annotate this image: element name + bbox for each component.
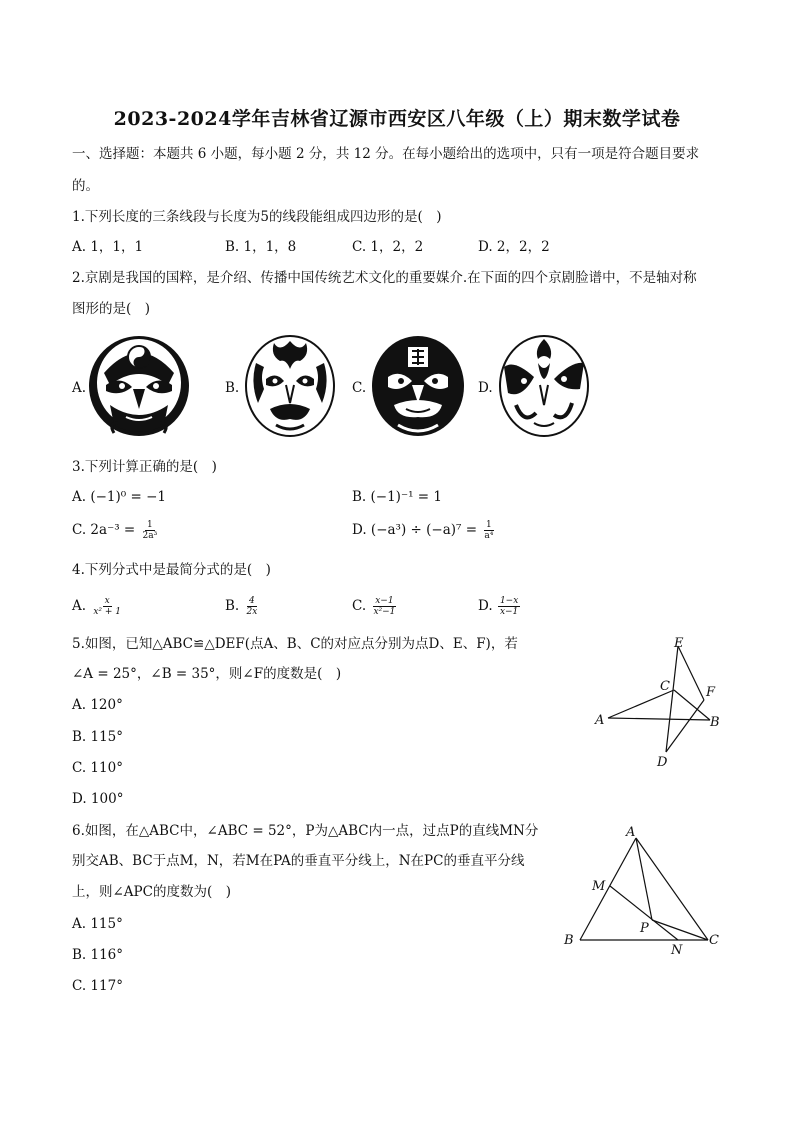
question-5-option-b: B. 115° <box>72 729 124 745</box>
question-4-option-d <box>478 596 521 617</box>
question-3-option-c-prefix: C. 2a⁻³ = <box>72 522 136 538</box>
page-title: 2023-2024学年吉林省辽源市西安区八年级（上）期末数学试卷 <box>113 108 681 130</box>
figure-label-d: D <box>657 755 668 770</box>
fraction-numerator: x−1 <box>375 596 394 606</box>
question-5-option-d: D. 100° <box>72 791 124 807</box>
question-4-option-b <box>225 596 260 617</box>
fraction-denominator: x−1 <box>499 607 519 617</box>
question-1-stem: 1.下列长度的三条线段与长度为5的线段能组成四边形的是( ) <box>72 209 442 225</box>
question-4-stem: 4.下列分式中是最简分式的是( ) <box>72 562 271 578</box>
option-label: D. <box>478 598 493 614</box>
question-1-option-c: C. 1，2，2 <box>352 239 424 255</box>
question-1-option-d: D. 2，2，2 <box>478 239 550 255</box>
question-2-stem: 2.京剧是我国的国粹，是介绍、传播中国传统艺术文化的重要媒介.在下面的四个京剧脸谱中，不是轴对称 <box>72 270 697 286</box>
question-6-option-c: C. 117° <box>72 978 123 994</box>
question-5-option-a: A. 120° <box>72 697 123 713</box>
figure-label-b: B <box>564 933 574 948</box>
question-3-option-b: B. (−1)⁻¹ = 1 <box>352 489 442 505</box>
question-6-stem-cont2: 上，则∠APC的度数为( ) <box>72 884 232 900</box>
figure-label-c: C <box>709 933 719 948</box>
question-3-option-c-fraction <box>141 520 160 541</box>
question-3-option-d-fraction <box>482 520 495 541</box>
question-4-option-d-fraction <box>498 596 520 617</box>
option-label: B. <box>225 598 240 614</box>
option-label: A. <box>72 598 87 614</box>
question-4-option-c <box>352 596 398 617</box>
question-4-option-a <box>72 596 124 617</box>
figure-label-b: B <box>710 715 720 730</box>
opera-mask-b-image <box>240 333 340 439</box>
figure-label-p: P <box>640 921 649 936</box>
figure-label-e: E <box>674 636 684 651</box>
fraction-numerator: 1 <box>485 520 492 530</box>
fraction-numerator: 4 <box>249 596 255 606</box>
question-3-stem: 3.下列计算正确的是( ) <box>72 459 217 475</box>
question-6-stem-cont: 别交AB、BC于点M，N，若M在PA的垂直平分线上，N在PC的垂直平分线 <box>72 853 525 869</box>
figure-label-n: N <box>671 943 683 958</box>
question-2-label-a: A. <box>72 380 87 396</box>
question-5-figure <box>586 630 726 775</box>
fraction-numerator: 1 <box>147 520 153 530</box>
figure-label-f: F <box>706 685 716 700</box>
question-5-stem-cont: ∠A = 25°，∠B = 35°，则∠F的度数是( ) <box>72 666 342 682</box>
fraction-denominator: 2a³ <box>142 531 158 541</box>
question-6-figure <box>558 820 728 960</box>
option-label: C. <box>352 598 367 614</box>
question-4-option-b-fraction <box>245 596 260 617</box>
fraction-numerator: x <box>104 596 110 606</box>
question-5-stem: 5.如图，已知△ABC≌△DEF(点A、B、C的对应点分别为点D、E、F)，若 <box>72 636 518 652</box>
figure-label-a: A <box>626 825 636 840</box>
fraction-denominator: x² + 1 <box>93 607 122 617</box>
fraction-denominator: 2x <box>246 607 258 617</box>
question-4-option-c-fraction <box>371 596 397 617</box>
question-6-option-a: A. 115° <box>72 916 123 932</box>
question-3-option-d-prefix: D. (−a³) ÷ (−a)⁷ = <box>352 522 478 538</box>
question-2-label-d: D. <box>478 380 493 396</box>
question-3-option-a: A. (−1)⁰ = −1 <box>72 489 166 505</box>
opera-mask-a-image <box>84 333 194 439</box>
question-5-option-c: C. 110° <box>72 760 123 776</box>
question-2-label-c: C. <box>352 380 367 396</box>
opera-mask-d-image <box>494 333 594 439</box>
question-6-option-b: B. 116° <box>72 947 124 963</box>
question-3-option-d <box>352 520 496 541</box>
question-3-option-c <box>72 520 160 541</box>
question-2-label-b: B. <box>225 380 240 396</box>
fraction-denominator: x²−1 <box>373 607 396 617</box>
figure-label-c: C <box>660 679 670 694</box>
section-heading: 一、选择题：本题共 6 小题，每小题 2 分，共 12 分。在每小题给出的选项中，只有一项是符合题目要求 <box>72 146 700 162</box>
figure-label-m: M <box>592 879 606 894</box>
section-heading-cont: 的。 <box>72 178 99 194</box>
opera-mask-c-image <box>368 333 468 439</box>
fraction-numerator: 1−x <box>499 596 519 606</box>
question-1-option-a: A. 1，1，1 <box>72 239 144 255</box>
figure-label-a: A <box>595 713 605 728</box>
question-6-stem: 6.如图，在△ABC中，∠ABC = 52°，P为△ABC内一点，过点P的直线MN分 <box>72 823 539 839</box>
question-1-option-b: B. 1，1，8 <box>225 239 297 255</box>
question-2-stem-cont: 图形的是( ) <box>72 301 151 317</box>
question-4-option-a-fraction <box>91 596 123 617</box>
fraction-denominator: a⁴ <box>484 531 494 541</box>
